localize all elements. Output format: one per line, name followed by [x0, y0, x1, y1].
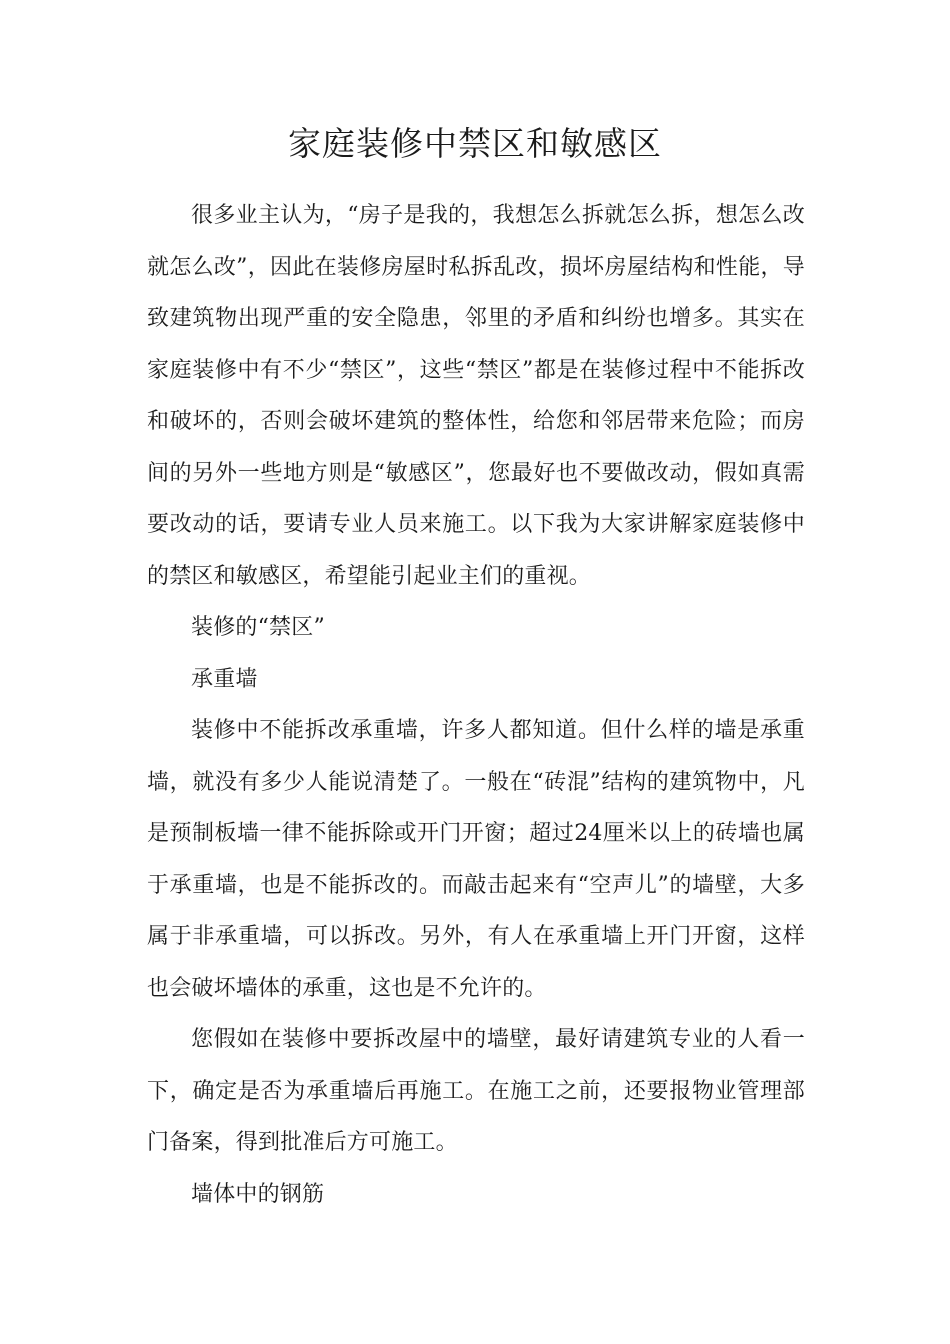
section-heading-forbidden-zones: 装修的“禁区” [191, 615, 325, 640]
paragraph-load-bearing-wall: 装修中不能拆改承重墙，许多人都知道。但什么样的墙是承重墙，就没有多少人能说清楚了。一般在“砖混”结构的建筑物中，凡是预制板墙一律不能拆除或开门开窗；超过24厘米以上的砖墙也属于承重墙，也是不能拆改的。而敲击起来有“空声儿”的墙壁，大多属于非承重墙，可以拆改。另外，有人在承重墙上开门开窗，这样也会破坏墙体的承重，这也是不允许的。 [147, 718, 805, 1001]
paragraph-wall-advice: 您假如在装修中要拆改屋中的墙壁，最好请建筑专业的人看一下，确定是否为承重墙后再施工。在施工之前，还要报物业管理部门备案，得到批准后方可施工。 [147, 1027, 805, 1155]
subheading-load-bearing-wall: 承重墙 [191, 666, 258, 692]
document-title: 家庭装修中禁区和敏感区 [288, 124, 662, 163]
document-body [147, 190, 805, 1220]
paragraph-intro: 很多业主认为，“房子是我的，我想怎么拆就怎么拆，想怎么改就怎么改”，因此在装修房屋时私拆乱改，损坏房屋结构和性能，导致建筑物出现严重的安全隐患，邻里的矛盾和纠纷也增多。其实在家庭装修中有不少“禁区”，这些“禁区”都是在装修过程中不能拆改和破坏的，否则会破坏建筑的整体性，给您和邻居带来危险；而房间的另外一些地方则是“敏感区”，您最好也不要做改动，假如真需要改动的话，要请专业人员来施工。以下我为大家讲解家庭装修中的禁区和敏感区，希望能引起业主们的重视。 [147, 203, 805, 589]
subheading-wall-rebar: 墙体中的钢筋 [191, 1181, 325, 1207]
